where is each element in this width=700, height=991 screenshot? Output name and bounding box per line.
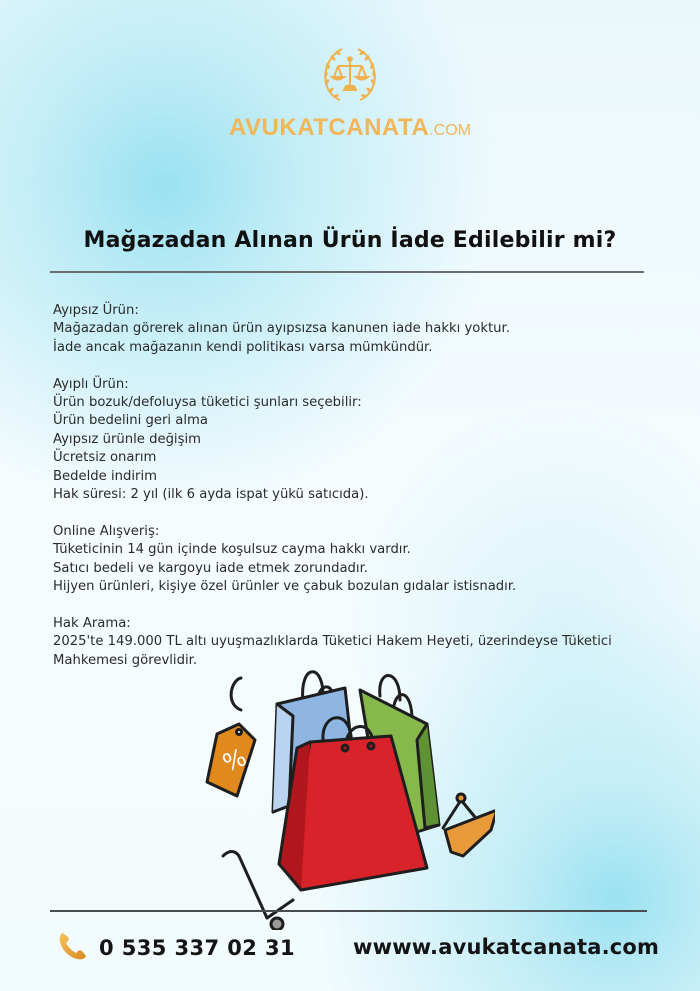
section-line: Mağazadan görerek alınan ürün ayıpsızsa kanunen iade hakkı yoktur. xyxy=(53,321,510,337)
section-line: Ücretsiz onarım xyxy=(53,450,157,466)
section-line: Tüketicinin 14 gün içinde koşulsuz cayma hakkı vardır. xyxy=(53,542,411,558)
section-line: Hak süresi: 2 yıl (ilk 6 ayda ispat yükü satıcıda). xyxy=(53,487,369,503)
section-line: Ürün bozuk/defoluysa tüketici şunları seçebilir: xyxy=(53,395,362,411)
section-heading: Hak Arama: xyxy=(53,615,131,631)
section-line: İade ancak mağazanın kendi politikası varsa mümkündür. xyxy=(53,339,433,355)
section-ayipli-urun xyxy=(53,376,653,505)
website-link[interactable]: wwww.avukatcanata.com xyxy=(353,935,660,959)
article-body xyxy=(53,302,653,688)
svg-text:%: % xyxy=(218,743,251,778)
section-online-alisveris xyxy=(53,523,653,597)
section-line: Ayıpsız ürünle değişim xyxy=(53,431,201,447)
footer-divider xyxy=(50,910,647,912)
section-line: Satıcı bedeli ve kargoyu iade etmek zorundadır. xyxy=(53,560,368,576)
title-divider xyxy=(50,271,644,273)
brand-name: AVUKATCANATA.COM xyxy=(229,114,471,141)
phone-icon xyxy=(57,930,89,966)
section-heading: Ayıplı Ürün: xyxy=(53,376,129,392)
footer-phone[interactable] xyxy=(57,930,295,966)
section-heading: Online Alışveriş: xyxy=(53,523,160,539)
section-line: Ürün bedelini geri alma xyxy=(53,413,208,429)
logo xyxy=(0,44,700,142)
section-heading: Ayıpsız Ürün: xyxy=(53,303,139,318)
shopping-bags-illustration xyxy=(195,660,495,934)
page-title: Mağazadan Alınan Ürün İade Edilebilir mi? xyxy=(83,228,617,253)
phone-number[interactable]: 0 535 337 02 31 xyxy=(99,936,295,960)
scales-of-justice-laurel-icon xyxy=(0,44,700,108)
section-line: 2025'te 149.000 TL altı uyuşmazlıklarda Tüketici Hakem Heyeti, üzerindeyse Tüketici Mahkemesi görevlidir. xyxy=(53,634,612,668)
section-line: Bedelde indirim xyxy=(53,468,157,484)
section-line: Hijyen ürünleri, kişiye özel ürünler ve çabuk bozulan gıdalar istisnadır. xyxy=(53,579,517,595)
section-ayipsiz-urun xyxy=(53,302,653,357)
